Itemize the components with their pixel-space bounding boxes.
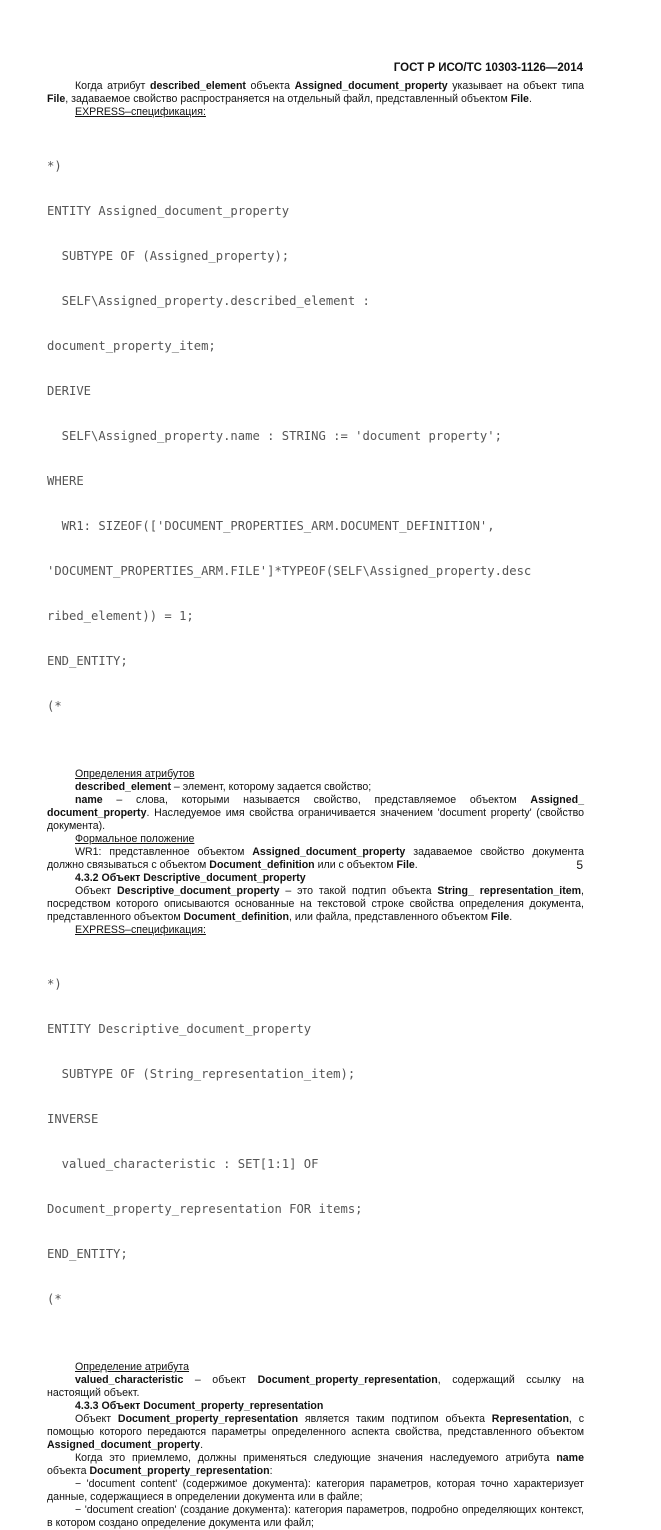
page-number: 5	[576, 858, 583, 872]
page-content	[47, 80, 584, 1530]
paragraph-described-element: Когда атрибут described_element объекта Assigned_document_property указывает на объект типа File, задаваемое свойство распространяется на отдельный файл, представленный объектом File.	[47, 80, 584, 105]
code-line: Document_property_representation FOR items;	[47, 1202, 363, 1216]
code-line: *)	[47, 159, 62, 173]
code-line: WHERE	[47, 474, 84, 488]
code-line: SELF\Assigned_property.described_element :	[47, 294, 370, 308]
code-block-descriptive-document-property	[47, 947, 584, 1337]
code-line: WR1: SIZEOF(['DOCUMENT_PROPERTIES_ARM.DOCUMENT_DEFINITION',	[47, 519, 495, 533]
list-item-document-creation: − 'document creation' (создание документа): категория параметров, подробно определяющих контекст, в котором создано определение документа или файл;	[47, 1504, 584, 1529]
code-line: (*	[47, 1292, 62, 1306]
code-line: (*	[47, 699, 62, 713]
section-heading-4-3-2: 4.3.2 Объект Descriptive_document_property	[75, 872, 306, 884]
code-line: SELF\Assigned_property.name : STRING := 'document property';	[47, 429, 502, 443]
document-header: ГОСТ Р ИСО/ТС 10303-1126—2014	[393, 62, 583, 74]
code-line: valued_characteristic : SET[1:1] OF	[47, 1157, 319, 1171]
rule-wr1: WR1: представленное объектом Assigned_document_property задаваемое свойство документа должно связываться с объектом Document_definition или с объектом File.	[47, 846, 584, 871]
code-line: DERIVE	[47, 384, 92, 398]
code-line: END_ENTITY;	[47, 1247, 128, 1261]
attribute-definition-label: Определение атрибута	[75, 1361, 190, 1373]
code-line: ENTITY Assigned_document_property	[47, 204, 290, 218]
code-line: INVERSE	[47, 1112, 99, 1126]
paragraph-descriptive-document-property: Объект Descriptive_document_property – это такой подтип объекта String_ representation_item, посредством которого описываются основанные на текстовой строке свойства определения документа, представленного объектом Document_definition, или файла, представленного объектом File.	[47, 885, 584, 923]
code-line: *)	[47, 977, 62, 991]
attribute-definitions-label: Определения атрибутов	[75, 768, 195, 780]
code-block-assigned-document-property	[47, 129, 584, 744]
code-line: SUBTYPE OF (Assigned_property);	[47, 249, 290, 263]
code-line: ribed_element)) = 1;	[47, 609, 194, 623]
express-spec-label: EXPRESS–спецификация:	[75, 106, 206, 118]
code-line: 'DOCUMENT_PROPERTIES_ARM.FILE']*TYPEOF(SELF\Assigned_property.desc	[47, 564, 532, 578]
attribute-name: name – слова, которыми называется свойство, представляемое объектом Assigned_ document_property. Наследуемое имя свойства ограничивается значением 'document property' (свойство документа).	[47, 794, 584, 832]
attribute-valued-characteristic: valued_characteristic – объект Document_property_representation, содержащий ссылку на настоящий объект.	[47, 1374, 585, 1399]
list-item-document-content: − 'document content' (содержимое документа): категория параметров, которая точно характеризует данные, содержащиеся в определении документа или в файле;	[47, 1478, 584, 1503]
code-line: document_property_item;	[47, 339, 216, 353]
attribute-described-element: described_element – элемент, которому задается свойство;	[75, 781, 372, 793]
section-heading-4-3-3: 4.3.3 Объект Document_property_representation	[75, 1400, 324, 1412]
express-spec-label: EXPRESS–спецификация:	[75, 924, 206, 936]
paragraph-name-values: Когда это приемлемо, должны применяться следующие значения наследуемого атрибута name объекта Document_property_representation:	[47, 1452, 584, 1477]
formal-proposition-label: Формальное положение	[75, 833, 195, 845]
code-line: END_ENTITY;	[47, 654, 128, 668]
code-line: ENTITY Descriptive_document_property	[47, 1022, 312, 1036]
paragraph-document-property-representation: Объект Document_property_representation является таким подтипом объекта Representation, с помощью которого передаются параметры определенного аспекта свойства, представленного объектом Assigned_document_property.	[47, 1413, 584, 1451]
code-line: SUBTYPE OF (String_representation_item);	[47, 1067, 356, 1081]
